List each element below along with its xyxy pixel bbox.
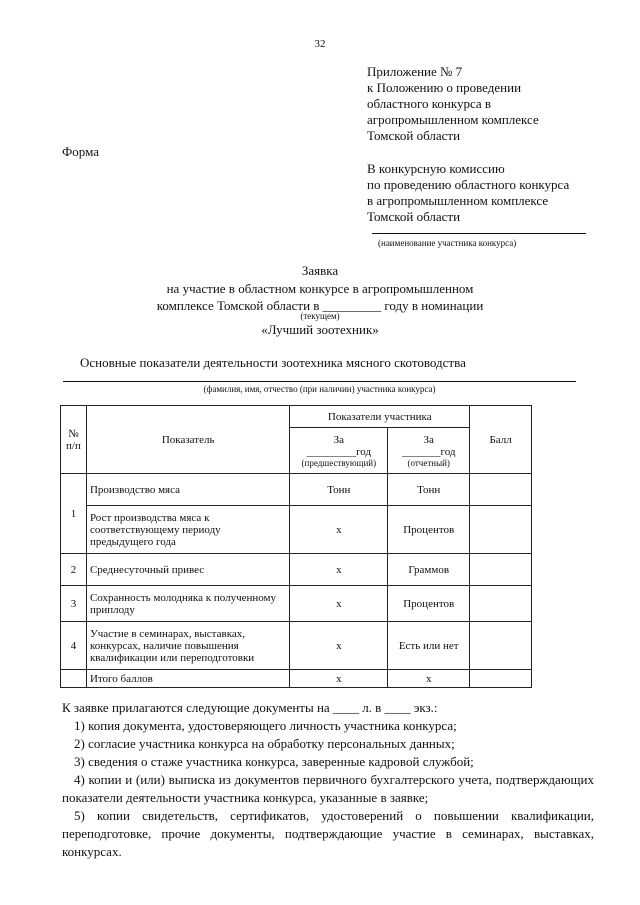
documents-intro: К заявке прилагаются следующие документы на ____ л. в ____ экз.: <box>62 700 438 715</box>
document-title: Заявка <box>301 263 339 278</box>
row-number: 1 <box>61 474 87 554</box>
row-number: 4 <box>61 622 87 670</box>
cur-year-header: За _______год (отчетный) <box>388 428 470 474</box>
addressee-line: Томской области <box>367 209 461 224</box>
document-item: 4) копии и (или) выписка из документов первичного бухгалтерского учета, подтверждающих показатели деятельности участника конкурса, указанные в заявке; <box>62 772 594 805</box>
addressee-line: в агропромышленном комплексе <box>367 193 549 208</box>
indicator-name: Производство мяса <box>86 474 289 506</box>
appendix-line: Приложение № 7 <box>367 64 463 79</box>
appendix-line: агропромышленном комплексе <box>367 112 539 127</box>
table-row <box>61 622 532 670</box>
document-item: 3) сведения о стаже участника конкурса, заверенные кадровой службой; <box>74 754 474 769</box>
cur-value: х <box>388 670 470 688</box>
indicators-table <box>60 405 532 688</box>
appendix-header <box>367 64 539 144</box>
prev-value: Тонн <box>290 474 388 506</box>
document-item: 1) копия документа, удостоверяющего личность участника конкурса; <box>74 718 457 733</box>
prev-value: х <box>290 506 388 554</box>
attached-documents <box>62 699 594 861</box>
table-row <box>61 474 532 506</box>
prev-value: х <box>290 586 388 622</box>
addressee-line: по проведению областного конкурса <box>367 177 570 192</box>
current-year-caption: (текущем) <box>300 311 340 321</box>
indicator-name: Среднесуточный привес <box>86 554 289 586</box>
title-line-2: комплексе Томской области в _________ году в номинации <box>156 298 484 313</box>
participant-name-line <box>372 233 586 234</box>
title-line-1: на участие в областном конкурсе в агропромышленном <box>166 281 474 296</box>
addressee-line: В конкурсную комиссию <box>367 161 505 176</box>
table-row <box>61 506 532 554</box>
nomination: «Лучший зоотехник» <box>261 322 379 337</box>
indicator-name: Участие в семинарах, выставках, конкурсах, наличие повышения квалификации или переподготовки <box>86 622 289 670</box>
cur-value: Тонн <box>388 474 470 506</box>
prev-value: х <box>290 670 388 688</box>
cur-value: Процентов <box>388 586 470 622</box>
indicator-name: Рост производства мяса к соответствующему периоду предыдущего года <box>86 506 289 554</box>
row-number: 2 <box>61 554 87 586</box>
appendix-line: областного конкурса в <box>367 96 492 111</box>
participant-name-caption: (наименование участника конкурса) <box>378 238 517 248</box>
cur-value: Процентов <box>388 506 470 554</box>
row-number: 3 <box>61 586 87 622</box>
score-cell <box>470 586 532 622</box>
document-item: 2) согласие участника конкурса на обработку персональных данных; <box>74 736 455 751</box>
prev-year-header: За _________год (предшествующий) <box>290 428 388 474</box>
score-header: Балл <box>470 406 532 474</box>
indicator-name: Сохранность молодняка к полученному приплоду <box>86 586 289 622</box>
num-header: № п/п <box>61 406 87 474</box>
score-cell <box>470 554 532 586</box>
row-number <box>61 670 87 688</box>
table-row-total <box>61 670 532 688</box>
addressee-block <box>367 161 569 225</box>
indicator-header: Показатель <box>86 406 289 474</box>
score-cell <box>470 474 532 506</box>
fio-line <box>63 381 576 382</box>
score-cell <box>470 622 532 670</box>
table-row <box>61 554 532 586</box>
table-subtitle: Основные показатели деятельности зоотехника мясного скотоводства <box>80 355 466 370</box>
fio-caption: (фамилия, имя, отчество (при наличии) участника конкурса) <box>203 384 436 394</box>
prev-value: х <box>290 554 388 586</box>
table-row <box>61 586 532 622</box>
cur-value: Есть или нет <box>388 622 470 670</box>
score-cell <box>470 506 532 554</box>
forma-label: Форма <box>62 144 99 159</box>
cur-value: Граммов <box>388 554 470 586</box>
indicator-name: Итого баллов <box>86 670 289 688</box>
prev-value: х <box>290 622 388 670</box>
page-number: 32 <box>314 38 326 50</box>
score-cell <box>470 670 532 688</box>
document-item: 5) копии свидетельств, сертификатов, удостоверений о повышении квалификации, переподготовке, прочие документы, подтверждающие участие в семинарах, выставках, конкурсах. <box>62 808 594 859</box>
appendix-line: Томской области <box>367 128 461 143</box>
participant-header: Показатели участника <box>290 406 470 428</box>
appendix-line: к Положению о проведении <box>367 80 522 95</box>
